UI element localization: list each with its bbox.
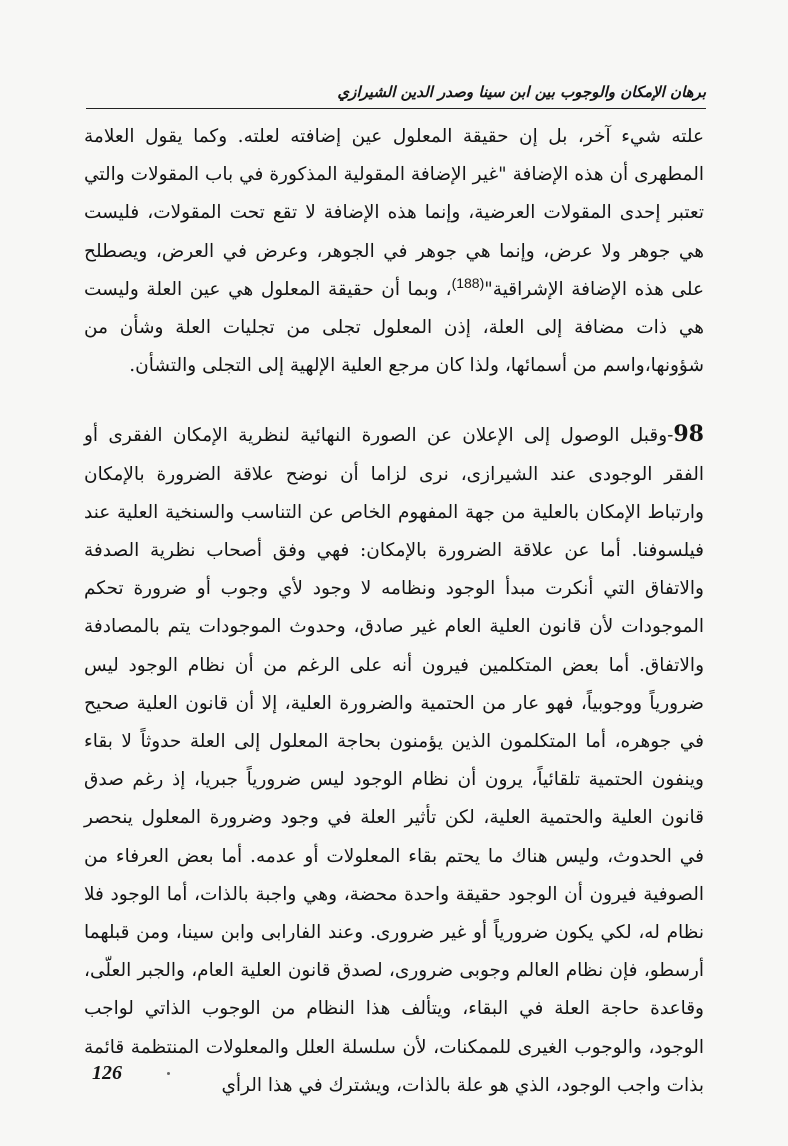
running-header: برهان الإمكان والوجوب بين ابن سينا وصدر الدين الشيرازي	[86, 82, 706, 109]
paragraph-number: 98	[673, 421, 704, 448]
body-text	[84, 118, 704, 1105]
paragraph-1	[84, 118, 704, 385]
paragraph-2-text: -وقبل الوصول إلى الإعلان عن الصورة النهائية لنظرية الإمكان الفقرى أو الفقر الوجودى عند الشيرازى، نرى لزاما أن نوضح علاقة الضرورة بالإمكان وارتباط الإمكان بالعلية من جهة المفهوم الخاص عن التناسب والسنخية العلية عند فيلسوفنا. أما عن علاقة الضرورة بالإمكان: فهي وفق أصحاب نظرية الصدفة والاتفاق التي أنكرت مبدأ الوجود ونظامه لا وجود لأي وجوب أو ضرورة تحكم الموجودات لأن قانون العلية العام غير صادق، وحدوث الموجودات يتم بالمصادفة والاتفاق. أما بعض المتكلمين فيرون أنه على الرغم من أن نظام الوجود ليس ضرورياً ووجوبياً، فهو عار من الحتمية والضرورة العلية، إلا أن قانون العلية صحيح في جوهره، أما المتكلمون الذين يؤمنون بحاجة المعلول إلى العلة حدوثاً لا بقاء وينفون الحتمية تلقائياً، يرون أن نظام الوجود ليس ضرورياً جبريا، إذ رغم صدق قانون العلية والحتمية العلية، لكن تأثير العلة في وجود وضرورة المعلول ينحصر في الحدوث، وليس هناك ما يحتم بقاء المعلولات أو عدمه. أما بعض العرفاء من الصوفية فيرون أن الوجود حقيقة واحدة محضة، وهي واجبة بالذات، أما الوجود فلا نظام له، لكي يكون ضرورياً أو غير ضرورى. وعند الفارابى وابن سينا، ومن قبلهما أرسطو، فإن نظام العالم وجوبى ضرورى، لصدق قانون العلية العام، والجبر العلّى، وقاعدة حاجة العلة في البقاء، ويتألف هذا النظام من الوجوب الذاتي لواجب الوجود، والوجوب الغيرى للممكنات، لأن سلسلة العلل والمعلولات المنتظمة قائمة بذات واجب الوجود، الذي هو علة بالذات، ويشترك في هذا الرأي	[84, 425, 704, 1096]
footnote-reference: (188)	[451, 274, 485, 291]
page-number-dot	[167, 1072, 170, 1075]
page-number: 126	[92, 1062, 122, 1084]
paragraph-1-text-after-ref: ، وبما أن حقيقة المعلول هي عين العلة وليست هي ذات مضافة إلى العلة، إذن المعلول تجلى من تجليات العلة وشأن من شؤونها،واسم من أسمائها، ولذا كان مرجع العلية الإلهية إلى التجلى والتشأن.	[84, 278, 704, 377]
paragraph-1-text-before-ref: علته شيء آخر، بل إن حقيقة المعلول عين إضافته لعلته. وكما يقول العلامة المطهرى أن هذه الإضافة "غير الإضافة المقولية المذكورة في باب المقولات والتي تعتبر إحدى المقولات العرضية، وإنما هذه الإضافة لا تقع تحت المقولات، فليست هي جوهر ولا عرض، وإنما هي جوهر في الجوهر، وعرض في العرض، ويصطلح على هذه الإضافة الإشراقية"	[84, 126, 705, 300]
paragraph-2	[84, 415, 704, 1105]
